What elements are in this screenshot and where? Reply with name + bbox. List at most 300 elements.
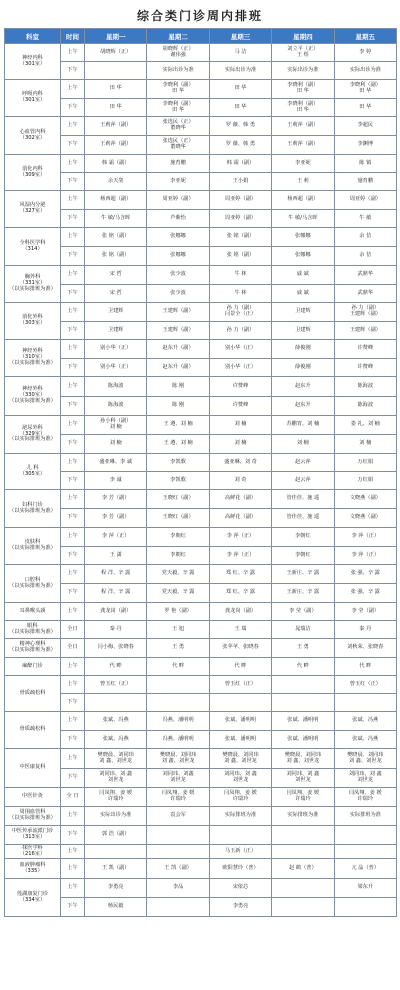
doctor-cell-fri: 万红娟	[334, 454, 396, 472]
time-cell: 下午	[61, 584, 85, 603]
doctor-cell-tue: 李朝红	[147, 528, 209, 547]
time-cell: 全 日	[61, 788, 85, 807]
doctor-cell-wed: 牛 林	[209, 285, 271, 303]
doctor-cell-mon: 张斌、冯燕	[85, 712, 147, 731]
doctor-cell-wed: 曾玉红（正）	[209, 676, 271, 694]
doctor-cell-wed: 刘同玮、刘 鑫 刘世龙	[209, 769, 271, 788]
time-cell: 上午	[61, 228, 85, 247]
doctor-cell-wed	[209, 694, 271, 712]
doctor-cell-tue: 王晓红（副）	[147, 509, 209, 528]
time-cell: 下午	[61, 359, 85, 377]
doctor-cell-thu: 王 莉	[272, 173, 334, 191]
time-cell: 上午	[61, 528, 85, 547]
schedule-row	[5, 658, 397, 676]
doctor-cell-wed: 宋依芯	[209, 879, 271, 898]
doctor-cell-mon: 李 诚	[85, 472, 147, 490]
doctor-cell-thu: 管佳佳、施 遥	[272, 490, 334, 509]
doctor-cell-thu: 赵 鹤（普）	[272, 859, 334, 879]
doctor-cell-fri: 陈海波	[334, 397, 396, 416]
doctor-cell-wed: 盛亚琳、刘 奇	[209, 454, 271, 472]
time-cell: 上午	[61, 749, 85, 769]
department-cell: 风湿内分泌 （327室）	[5, 191, 61, 228]
department-cell: 消化内科 （309室）	[5, 155, 61, 191]
time-cell: 上午	[61, 712, 85, 731]
department-cell: 心血管内科 （302室）	[5, 117, 61, 155]
schedule-row	[5, 584, 397, 603]
time-cell: 上午	[61, 565, 85, 584]
doctor-cell-thu: 赵云萍	[272, 472, 334, 490]
doctor-cell-thu: 刘立平（正） 王 煜	[272, 44, 334, 62]
schedule-row	[5, 749, 397, 769]
schedule-row	[5, 788, 397, 807]
doctor-cell-thu: 卫建辉	[272, 303, 334, 322]
doctor-cell-thu: 王莉萍（副）	[272, 117, 334, 136]
doctor-cell-wed: 欧阳慧玲（普）	[209, 859, 271, 879]
schedule-row	[5, 247, 397, 266]
doctor-cell-mon: 牛 敏/马含晖	[85, 210, 147, 228]
doctor-cell-tue: 张选民（正） 董晓华	[147, 136, 209, 155]
doctor-cell-mon: 韩 霜（副）	[85, 155, 147, 173]
schedule-row	[5, 210, 397, 228]
header-department: 科室	[5, 29, 61, 44]
schedule-row	[5, 416, 397, 435]
doctor-cell-thu: 赵云萍	[272, 454, 334, 472]
doctor-cell-tue: 王 遵、刘 楠	[147, 435, 209, 454]
header-monday: 星期一	[85, 29, 147, 44]
department-cell: 精神心理科 （以实际排班为准）	[5, 639, 61, 658]
time-cell: 上午	[61, 117, 85, 136]
doctor-cell-thu: 刘同玮、刘 鑫 刘世龙	[272, 769, 334, 788]
schedule-row	[5, 322, 397, 340]
department-cell: 全科医学科 （314）	[5, 228, 61, 266]
doctor-cell-thu	[272, 879, 334, 898]
department-cell: 神经外科 （310室） （以实际排班为准）	[5, 340, 61, 377]
department-cell: 莲湖康复门诊 （334室）	[5, 879, 61, 917]
department-cell: 抹医学科 （216室）	[5, 845, 61, 859]
doctor-cell-wed: 龚龙岗（副）	[209, 603, 271, 621]
doctor-cell-wed: 张 铭（副）	[209, 247, 271, 266]
doctor-cell-thu: 张娜娜	[272, 247, 334, 266]
doctor-cell-tue: 王建辉（副）	[147, 303, 209, 322]
doctor-cell-thu: 代 畔	[272, 658, 334, 676]
doctor-cell-tue: 王 凯（副）	[147, 859, 209, 879]
doctor-cell-thu: 薛俊刚	[272, 359, 334, 377]
doctor-cell-mon: 杨民毅	[85, 898, 147, 917]
doctor-cell-thu: 李朝红	[272, 528, 334, 547]
doctor-cell-thu: 刘 楠	[272, 435, 334, 454]
doctor-cell-mon: 郭 浩（副）	[85, 826, 147, 845]
doctor-cell-mon: 王 凯（副）	[85, 859, 147, 879]
doctor-cell-fri: 梁东升	[334, 879, 396, 898]
doctor-cell-mon: 王莉萍（副）	[85, 136, 147, 155]
schedule-row	[5, 397, 397, 416]
doctor-cell-mon: 闫小梅、张晓春	[85, 639, 147, 658]
doctor-cell-fri: 李 莹（副）	[334, 603, 396, 621]
department-cell: 泌尿外科 （329室） （以实际排班为准）	[5, 416, 61, 454]
doctor-cell-tue: 李亚妮	[147, 173, 209, 191]
doctor-cell-thu: 李晓利（副） 田 华	[272, 80, 334, 99]
doctor-cell-thu: 张斌、潘明明	[272, 712, 334, 731]
doctor-cell-mon: 别小华（正）	[85, 359, 147, 377]
time-cell: 下午	[61, 136, 85, 155]
doctor-cell-tue: 王 遵、刘 楠	[147, 416, 209, 435]
time-cell: 下午	[61, 62, 85, 80]
doctor-cell-wed: 刘 奇	[209, 472, 271, 490]
doctor-cell-mon: 余天垒	[85, 173, 147, 191]
department-cell: 呼吸内科 （301室）	[5, 80, 61, 117]
schedule-row	[5, 639, 397, 658]
doctor-cell-wed: 实际排班为准	[209, 807, 271, 826]
doctor-cell-thu: 戚 斌	[272, 285, 334, 303]
time-cell: 上午	[61, 80, 85, 99]
header-wednesday: 星期三	[209, 29, 271, 44]
doctor-cell-fri: 文晓燕（副）	[334, 509, 396, 528]
table-header-row	[5, 29, 397, 44]
time-cell: 下午	[61, 898, 85, 917]
doctor-cell-tue: 李晓利（副） 田 华	[147, 80, 209, 99]
time-cell: 全日	[61, 621, 85, 639]
doctor-cell-mon: 胡晓辉（正）	[85, 44, 147, 62]
doctor-cell-wed: 高鲜花（副）	[209, 490, 271, 509]
schedule-row	[5, 117, 397, 136]
doctor-cell-tue: 李凯歌	[147, 472, 209, 490]
doctor-cell-thu: 张娜娜	[272, 228, 334, 247]
schedule-row	[5, 228, 397, 247]
doctor-cell-mon: 李 萍（正）	[85, 528, 147, 547]
schedule-row	[5, 80, 397, 99]
doctor-cell-tue: 实际出诊为准	[147, 62, 209, 80]
doctor-cell-fri: 曾玉红（正）	[334, 676, 396, 694]
doctor-cell-mon: 田 华	[85, 80, 147, 99]
time-cell: 上午	[61, 603, 85, 621]
time-cell: 下午	[61, 322, 85, 340]
doctor-cell-tue	[147, 845, 209, 859]
doctor-cell-mon: 田 华	[85, 99, 147, 117]
doctor-cell-tue: 张少波	[147, 266, 209, 285]
time-cell: 上午	[61, 658, 85, 676]
schedule-row	[5, 99, 397, 117]
doctor-cell-wed: 马玉新（正）	[209, 845, 271, 859]
time-cell: 上午	[61, 490, 85, 509]
doctor-cell-fri: 李超民	[334, 117, 396, 136]
schedule-row	[5, 859, 397, 879]
doctor-cell-thu: 杨西超（副）	[272, 191, 334, 210]
doctor-cell-tue: 樊晓晨、刘同玮 刘 鑫、刘世龙	[147, 749, 209, 769]
schedule-row	[5, 676, 397, 694]
doctor-cell-fri	[334, 694, 396, 712]
doctor-cell-mon: 刘同玮、刘 鑫 刘世龙	[85, 769, 147, 788]
doctor-cell-wed: 周亚婷（副）	[209, 210, 271, 228]
doctor-cell-fri: 陈 镇	[334, 155, 396, 173]
doctor-cell-fri: 许赞峰	[334, 359, 396, 377]
doctor-cell-fri: 田 华	[334, 99, 396, 117]
time-cell: 上午	[61, 454, 85, 472]
schedule-row	[5, 173, 397, 191]
time-cell: 下午	[61, 694, 85, 712]
doctor-cell-wed: 罗 薇、韩 勇	[209, 117, 271, 136]
time-cell: 上午	[61, 191, 85, 210]
schedule-row	[5, 826, 397, 845]
doctor-cell-fri	[334, 898, 396, 917]
doctor-cell-fri: 余 佶	[334, 228, 396, 247]
doctor-cell-mon: 陈海波	[85, 377, 147, 397]
doctor-cell-thu: 王新庄、辛 露	[272, 584, 334, 603]
doctor-cell-fri: 刘秋荣、张晓春	[334, 639, 396, 658]
schedule-row	[5, 44, 397, 62]
doctor-cell-thu	[272, 898, 334, 917]
doctor-cell-mon: 盛亚琳、李 诚	[85, 454, 147, 472]
doctor-cell-tue: 刘同玮、刘鑫 刘世龙	[147, 769, 209, 788]
time-cell: 上午	[61, 340, 85, 359]
doctor-cell-thu: 牛 敏/马含晖	[272, 210, 334, 228]
doctor-cell-fri: 李 萍（正）	[334, 547, 396, 565]
doctor-cell-tue: 李品	[147, 879, 209, 898]
department-cell: 麻醉门诊	[5, 658, 61, 676]
doctor-cell-thu: 王新庄、辛 露	[272, 565, 334, 584]
doctor-cell-mon: 曾玉红（正）	[85, 676, 147, 694]
doctor-cell-thu: 卫建辉	[272, 322, 334, 340]
doctor-cell-wed: 李 萍（正）	[209, 528, 271, 547]
time-cell: 上午	[61, 807, 85, 826]
doctor-cell-fri: 实际出诊为准	[334, 62, 396, 80]
doctor-cell-fri	[334, 845, 396, 859]
doctor-cell-wed: 许赞峰	[209, 377, 271, 397]
doctor-cell-tue	[147, 898, 209, 917]
doctor-cell-thu: 晁瑞洁	[272, 621, 334, 639]
doctor-cell-fri: 樊晓晨、刘同玮 刘 鑫、刘世龙	[334, 749, 396, 769]
schedule-row	[5, 155, 397, 173]
department-cell: 消化外科 （303室）	[5, 303, 61, 340]
doctor-cell-tue: 党天毅、辛 露	[147, 565, 209, 584]
department-cell: 血液肿瘤科 （335）	[5, 859, 61, 879]
doctor-cell-mon: 龚龙岗（副）	[85, 603, 147, 621]
doctor-cell-wed: 别小华（正）	[209, 340, 271, 359]
time-cell: 上午	[61, 377, 85, 397]
schedule-row	[5, 435, 397, 454]
department-cell: 口腔科 （以实际排班为准）	[5, 565, 61, 603]
doctor-cell-tue: 芦紫怡	[147, 210, 209, 228]
department-cell: 骨质疏松科	[5, 676, 61, 712]
doctor-cell-mon	[85, 845, 147, 859]
doctor-cell-wed: 闫凤翔、姜 媛 许瑞玲	[209, 788, 271, 807]
doctor-cell-fri: 余 佶	[334, 247, 396, 266]
doctor-cell-fri: 闫凤翔、姜 媛 许瑞玲	[334, 788, 396, 807]
doctor-cell-fri	[334, 826, 396, 845]
doctor-cell-wed: 牛 林	[209, 266, 271, 285]
doctor-cell-fri: 李 婷	[334, 44, 396, 62]
doctor-cell-fri: 刘 楠	[334, 435, 396, 454]
doctor-cell-tue: 党天毅、辛 露	[147, 584, 209, 603]
time-cell: 下午	[61, 99, 85, 117]
doctor-cell-fri: 孙 力（副） 王建辉（副）	[334, 303, 396, 322]
doctor-cell-fri: 亢 晶（普）	[334, 859, 396, 879]
schedule-row	[5, 898, 397, 917]
schedule-row	[5, 621, 397, 639]
doctor-cell-mon: 别小华（正）	[85, 340, 147, 359]
schedule-row	[5, 694, 397, 712]
department-cell: 中医针灸	[5, 788, 61, 807]
doctor-cell-fri: 李晓利（副） 田 华	[334, 80, 396, 99]
doctor-cell-wed: 田 华	[209, 80, 271, 99]
department-cell: 儿 科 （305室）	[5, 454, 61, 490]
doctor-cell-thu: 李晓利（副） 田 华	[272, 99, 334, 117]
header-time: 时间	[61, 29, 85, 44]
doctor-cell-tue: 代 畔	[147, 658, 209, 676]
time-cell: 下午	[61, 247, 85, 266]
schedule-row	[5, 303, 397, 322]
doctor-cell-thu: 实际排班为准	[272, 807, 334, 826]
time-cell: 下午	[61, 173, 85, 191]
doctor-cell-mon: 李 芳（副）	[85, 490, 147, 509]
doctor-cell-wed: 代 畔	[209, 658, 271, 676]
schedule-row	[5, 490, 397, 509]
doctor-cell-wed: 别小华（正）	[209, 359, 271, 377]
doctor-cell-thu: 李亚妮	[272, 155, 334, 173]
doctor-cell-tue: 王建辉（副）	[147, 322, 209, 340]
schedule-row	[5, 547, 397, 565]
time-cell: 下午	[61, 397, 85, 416]
header-friday: 星期五	[334, 29, 396, 44]
department-cell: 皮肤科 （以实际排班为准）	[5, 528, 61, 565]
department-cell: 周围血管科 （以实际排班为准）	[5, 807, 61, 826]
doctor-cell-fri: 张 强、辛 露	[334, 565, 396, 584]
doctor-cell-tue: 胡晓辉（正） 谢伟强	[147, 44, 209, 62]
doctor-cell-fri: 施育鹏	[334, 173, 396, 191]
doctor-cell-tue: 陈 刚	[147, 397, 209, 416]
time-cell: 上午	[61, 859, 85, 879]
department-cell: 神经内科 （301室）	[5, 44, 61, 80]
time-cell: 全日	[61, 639, 85, 658]
doctor-cell-tue	[147, 676, 209, 694]
time-cell: 下午	[61, 472, 85, 490]
schedule-row	[5, 565, 397, 584]
doctor-cell-fri: 武鼎华	[334, 266, 396, 285]
schedule-table	[4, 28, 397, 917]
doctor-cell-wed: 周亚婷（副）	[209, 191, 271, 210]
department-cell: 耳鼻喉头颈	[5, 603, 61, 621]
doctor-cell-fri: 张斌、冯燕	[334, 731, 396, 749]
schedule-row	[5, 603, 397, 621]
doctor-cell-mon: 张斌、冯燕	[85, 731, 147, 749]
doctor-cell-tue: 冯燕、潘明明	[147, 712, 209, 731]
doctor-cell-wed: 张 铭（副）	[209, 228, 271, 247]
doctor-cell-mon	[85, 62, 147, 80]
schedule-row	[5, 769, 397, 788]
department-cell: 妇科门诊 （以实际排班为准）	[5, 490, 61, 528]
schedule-row	[5, 359, 397, 377]
time-cell: 上午	[61, 155, 85, 173]
doctor-cell-tue: 袁会军	[147, 807, 209, 826]
doctor-cell-thu	[272, 845, 334, 859]
doctor-cell-fri: 张斌、冯燕	[334, 712, 396, 731]
doctor-cell-mon: 实际出诊为准	[85, 807, 147, 826]
doctor-cell-mon: 刘 楠	[85, 435, 147, 454]
time-cell: 上午	[61, 676, 85, 694]
doctor-cell-wed: 刘 楠	[209, 416, 271, 435]
doctor-cell-tue: 王 旭	[147, 621, 209, 639]
doctor-cell-tue: 李朝红	[147, 547, 209, 565]
schedule-row	[5, 528, 397, 547]
doctor-cell-fri: 陈海波	[334, 377, 396, 397]
schedule-row	[5, 340, 397, 359]
doctor-cell-tue: 闫凤翔、姜 媛 许瑞玲	[147, 788, 209, 807]
doctor-cell-tue: 张少波	[147, 285, 209, 303]
doctor-cell-fri: 武鼎华	[334, 285, 396, 303]
doctor-cell-tue: 张选民（正） 董晓华	[147, 117, 209, 136]
time-cell: 上午	[61, 416, 85, 435]
doctor-cell-thu: 赵东升	[272, 397, 334, 416]
doctor-cell-mon: 陈海波	[85, 397, 147, 416]
doctor-cell-thu: 赵东升	[272, 377, 334, 397]
time-cell: 上午	[61, 44, 85, 62]
doctor-cell-mon: 张 铭（副）	[85, 228, 147, 247]
doctor-cell-wed: 马 洁	[209, 44, 271, 62]
time-cell: 下午	[61, 435, 85, 454]
schedule-row	[5, 879, 397, 898]
schedule-row	[5, 807, 397, 826]
doctor-cell-wed: 张斌、潘明明	[209, 731, 271, 749]
doctor-cell-tue	[147, 826, 209, 845]
schedule-row	[5, 285, 397, 303]
doctor-cell-mon: 杨西超（副）	[85, 191, 147, 210]
doctor-cell-wed: 许赞峰	[209, 397, 271, 416]
doctor-cell-fri: 刘同玮、刘 鑫 刘世龙	[334, 769, 396, 788]
doctor-cell-fri: 牛 敏	[334, 210, 396, 228]
schedule-row	[5, 191, 397, 210]
doctor-cell-wed: 实际出诊为准	[209, 62, 271, 80]
doctor-cell-tue: 张娜娜	[147, 228, 209, 247]
doctor-cell-mon: 李 芳（副）	[85, 509, 147, 528]
schedule-row	[5, 266, 397, 285]
time-cell: 下午	[61, 547, 85, 565]
doctor-cell-fri: 李渊博	[334, 136, 396, 155]
page-title: 综合类门诊周内排班	[136, 9, 263, 23]
time-cell: 下午	[61, 826, 85, 845]
doctor-cell-mon: 李勇亮	[85, 879, 147, 898]
doctor-cell-thu: 闫凤翔、姜 媛 许瑞玲	[272, 788, 334, 807]
time-cell: 下午	[61, 509, 85, 528]
doctor-cell-wed: 韩 霜（副）	[209, 155, 271, 173]
doctor-cell-wed: 郑 红、辛 露	[209, 565, 271, 584]
doctor-cell-tue: 冯燕、潘明明	[147, 731, 209, 749]
doctor-cell-mon: 宋 哲	[85, 266, 147, 285]
doctor-cell-wed: 罗 薇、韩 勇	[209, 136, 271, 155]
doctor-cell-thu: 实际出诊为准	[272, 62, 334, 80]
time-cell: 下午	[61, 210, 85, 228]
doctor-cell-tue: 陈 刚	[147, 377, 209, 397]
doctor-cell-fri: 张 强、辛 露	[334, 584, 396, 603]
doctor-cell-fri: 实际排班为准	[334, 807, 396, 826]
doctor-cell-tue: 施育鹏	[147, 155, 209, 173]
schedule-row	[5, 454, 397, 472]
schedule-row	[5, 712, 397, 731]
doctor-cell-fri: 娄 礼、刘 楠	[334, 416, 396, 435]
doctor-cell-fri: 文晓燕（副）	[334, 490, 396, 509]
doctor-cell-thu: 樊晓晨、刘同玮 刘 鑫、刘世龙	[272, 749, 334, 769]
doctor-cell-mon: 程 洋、辛 露	[85, 584, 147, 603]
doctor-cell-mon	[85, 694, 147, 712]
doctor-cell-fri: 李 萍（正）	[334, 528, 396, 547]
doctor-cell-mon: 宋 哲	[85, 285, 147, 303]
schedule-row	[5, 845, 397, 859]
doctor-cell-wed: 王 瑞	[209, 621, 271, 639]
doctor-cell-fri: 秦 丹	[334, 621, 396, 639]
doctor-cell-mon: 樊晓晨、刘同玮 刘 鑫、刘世龙	[85, 749, 147, 769]
doctor-cell-tue: 张娜娜	[147, 247, 209, 266]
doctor-cell-tue: 周亚婷（副）	[147, 191, 209, 210]
doctor-cell-tue: 王 勇	[147, 639, 209, 658]
doctor-cell-wed: 郑 红、辛 露	[209, 584, 271, 603]
